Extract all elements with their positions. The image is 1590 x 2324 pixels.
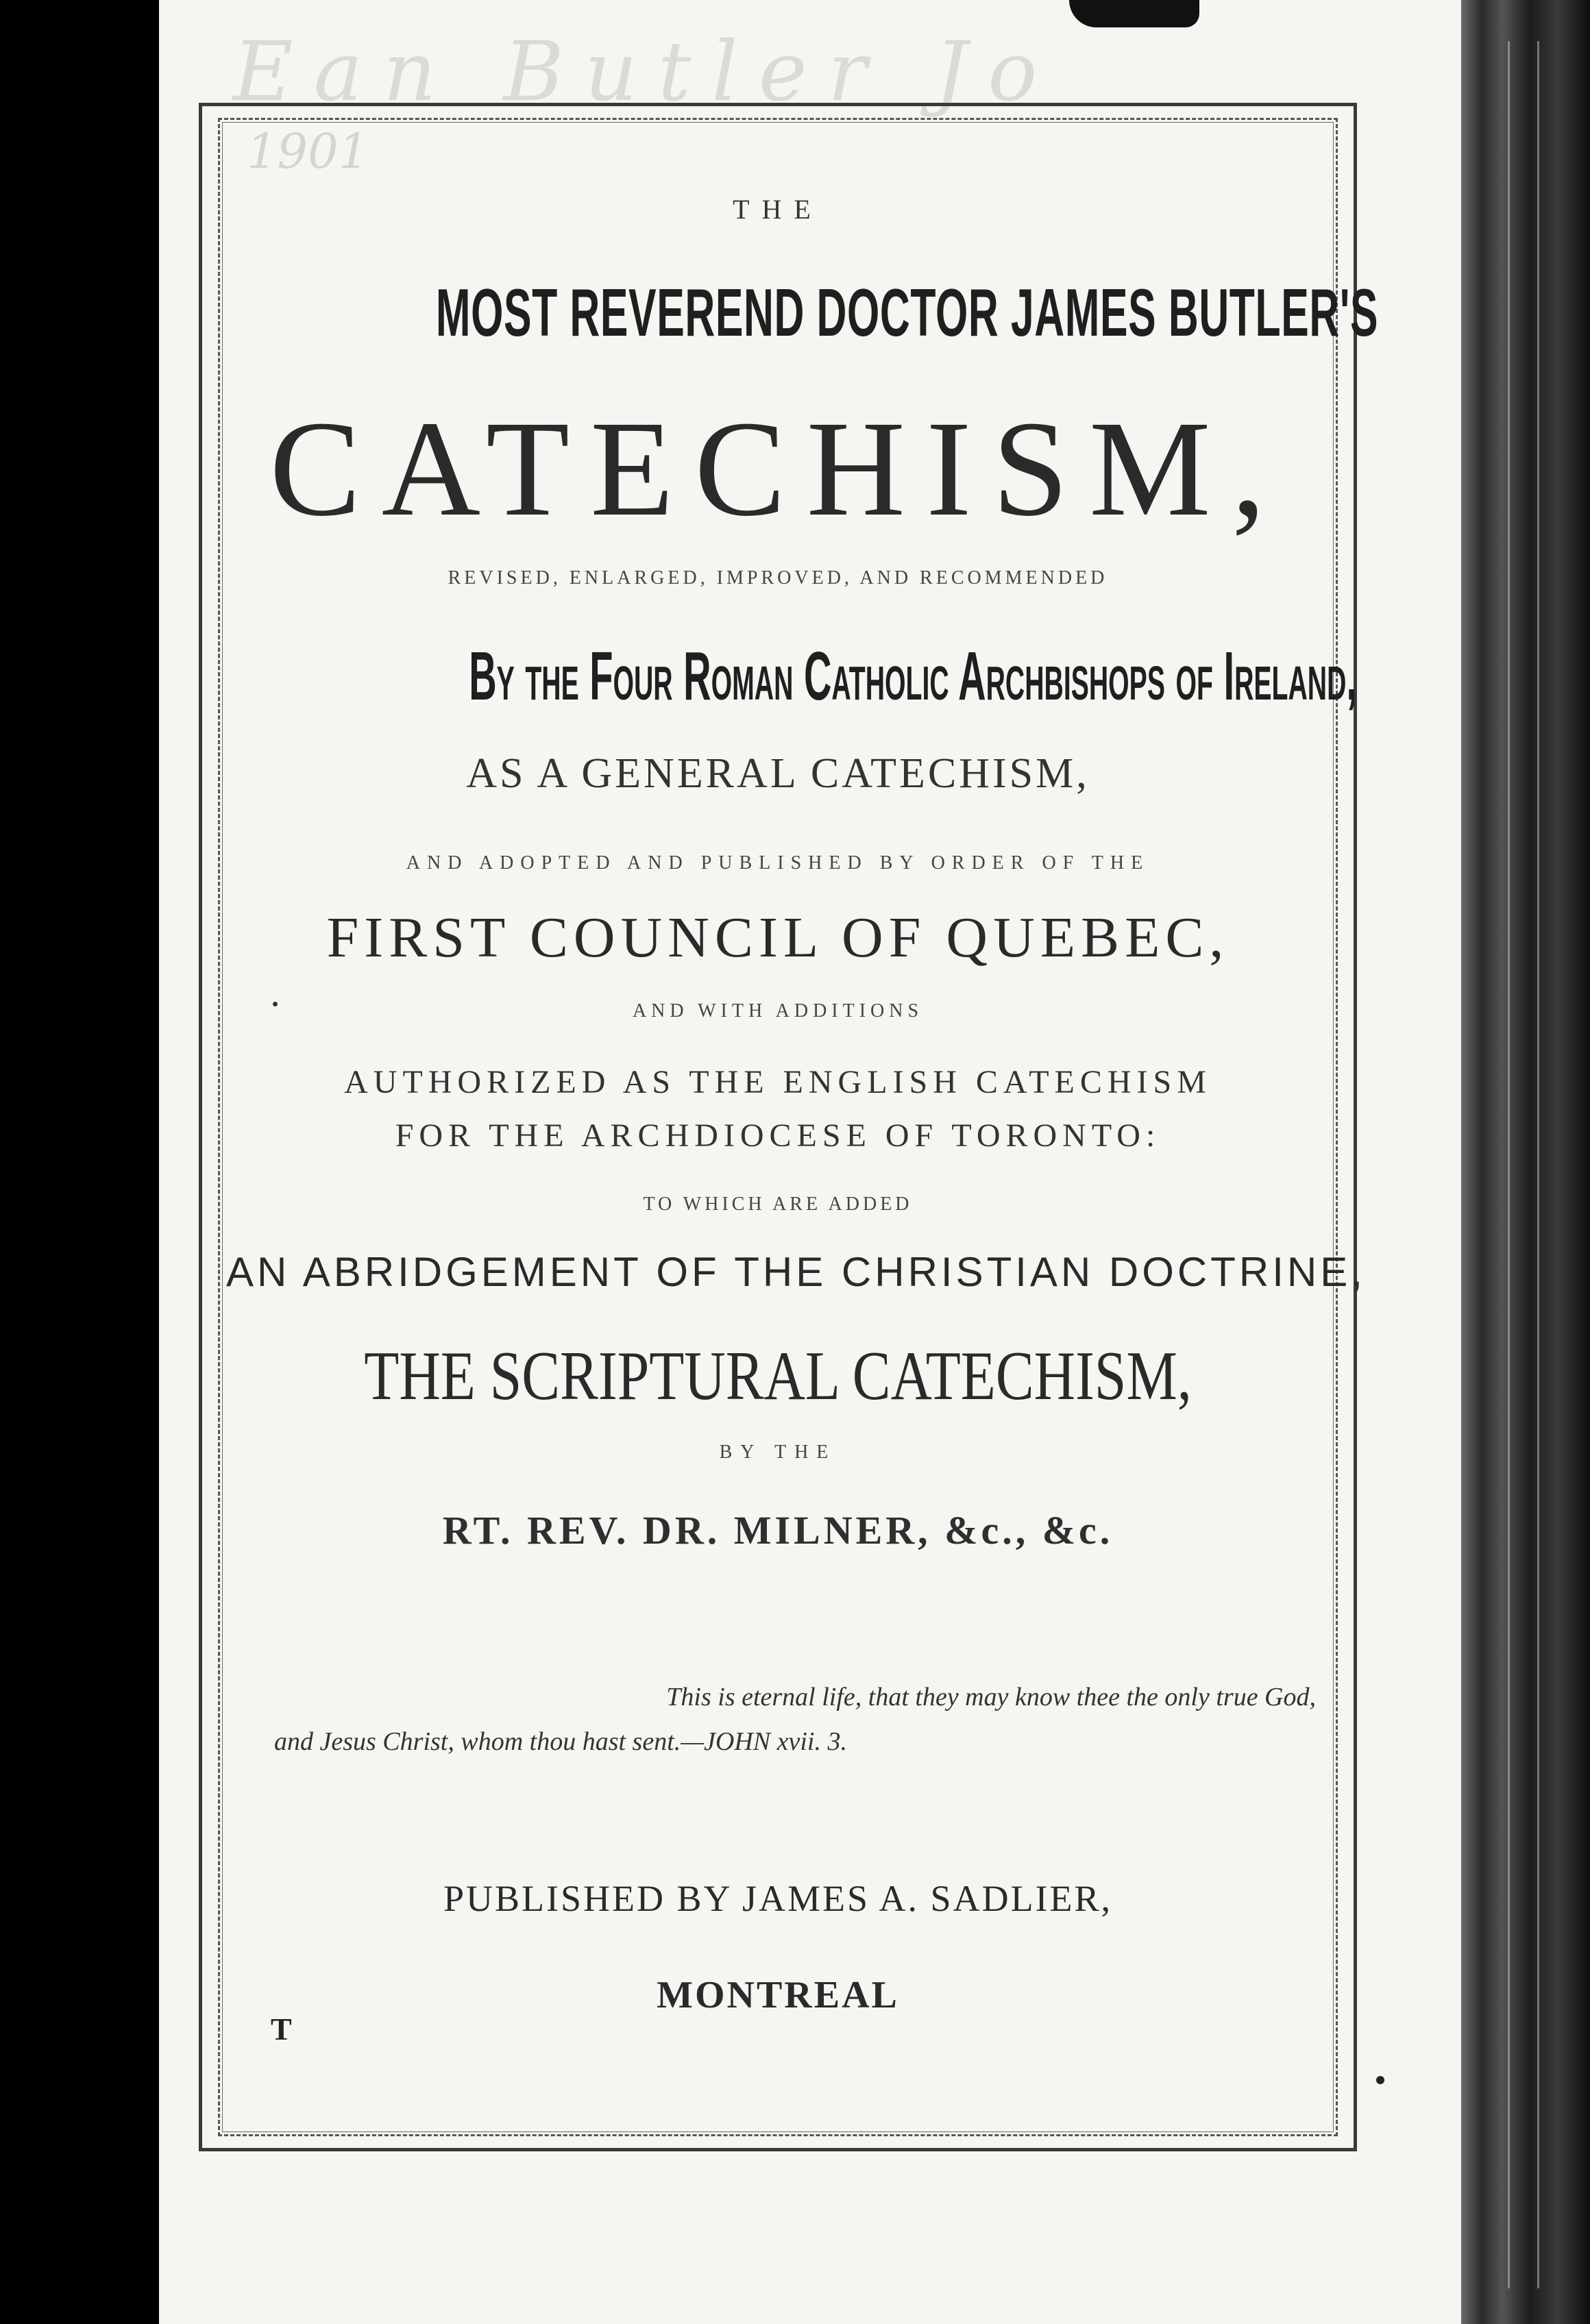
title-the: THE xyxy=(733,194,823,225)
adopted-line: AND ADOPTED AND PUBLISHED BY ORDER OF THE xyxy=(406,852,1150,874)
epigraph-line-2: and Jesus Christ, whom thou hast sent.—JOHN xvii. 3. xyxy=(274,1727,847,1756)
general-catechism-line: AS A GENERAL CATECHISM, xyxy=(466,750,1090,797)
authorized-line-2: FOR THE ARCHDIOCESE OF TORONTO: xyxy=(395,1117,1161,1154)
added-line: TO WHICH ARE ADDED xyxy=(643,1194,913,1215)
archbishops-line: By the Four Roman Catholic Archbishops of Ireland, xyxy=(469,638,1357,715)
authorized-line-1: AUTHORIZED AS THE ENGLISH CATECHISM xyxy=(344,1064,1212,1100)
revised-line: REVISED, ENLARGED, IMPROVED, AND RECOMMENDED xyxy=(448,567,1108,589)
abridgement-line: AN ABRIDGEMENT OF THE CHRISTIAN DOCTRINE, xyxy=(226,1249,1366,1295)
book-edge-lines xyxy=(1508,41,1539,2288)
handwritten-year: 1901 xyxy=(247,123,369,180)
scan-corner-shadow xyxy=(1069,0,1199,27)
epigraph-line-1: This is eternal life, that they may know thee the only true God, xyxy=(666,1683,1316,1711)
by-the-line: BY THE xyxy=(719,1442,837,1463)
scriptural-line: THE SCRIPTURAL CATECHISM, xyxy=(364,1337,1192,1415)
city-line: MONTREAL xyxy=(657,1974,899,2016)
additions-line: AND WITH ADDITIONS xyxy=(632,1000,924,1022)
council-line: FIRST COUNCIL OF QUEBEC, xyxy=(326,906,1230,969)
publisher-line: PUBLISHED BY JAMES A. SADLIER, xyxy=(443,1878,1113,1919)
milner-line: RT. REV. DR. MILNER, &c., &c. xyxy=(442,1508,1114,1553)
ink-speck-right xyxy=(1376,2076,1384,2084)
title-main: CATECHISM, xyxy=(269,393,1286,545)
title-author-line: MOST REVEREND DOCTOR JAMES BUTLER'S xyxy=(435,275,1379,350)
scan-margin-left xyxy=(0,0,159,2324)
signature-mark: T xyxy=(271,2012,292,2047)
handwritten-note: Ean Butler Jo xyxy=(233,25,1058,120)
